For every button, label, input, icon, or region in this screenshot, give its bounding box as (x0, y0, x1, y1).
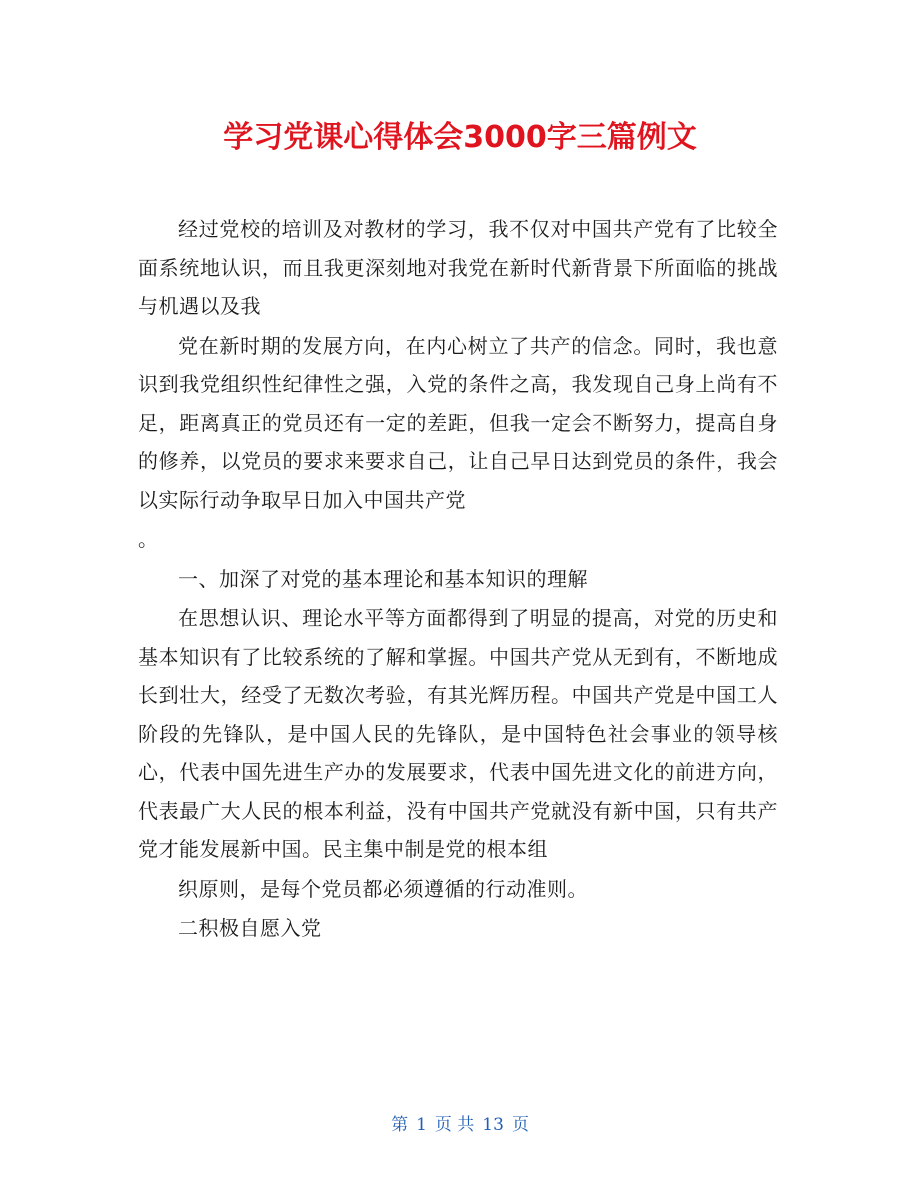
trailing-punctuation: 。 (138, 527, 159, 551)
document-body (138, 210, 778, 949)
footer-prefix: 第 (391, 1115, 409, 1135)
paragraph-2: 党在新时期的发展方向，在内心树立了共产的信念。同时，我也意识到我党组织性纪律性之强，入党的条件之高，我发现自己身上尚有不足，距离真正的党员还有一定的差距，但我一定会不断努力，提高自身的修养，以党员的要求来要求自己，让自己早日达到党员的条件，我会以实际行动争取早日加入中国共产党 (138, 333, 778, 512)
section-heading-2: 二积极自愿入党 (178, 916, 322, 940)
paragraph-3: 在思想认识、理论水平等方面都得到了明显的提高，对党的历史和基本知识有了比较系统的了解和掌握。中国共产党从无到有，不断地成长到壮大，经受了无数次考验，有其光辉历程。中国共产党是中国工人阶段的先锋队，是中国人民的先锋队，是中国特色社会事业的领导核心，代表中国先进生产办的发展要求，代表中国先进文化的前进方向，代表最广大人民的根本利益，没有中国共产党就没有新中国，只有共产党才能发展新中国。民主集中制是党的根本组 (138, 606, 778, 861)
section-heading-1: 一、加深了对党的基本理论和基本知识的理解 (178, 566, 588, 591)
document-title: 学习党课心得体会3000字三篇例文 (223, 120, 697, 155)
footer-page-number: 1 (416, 1115, 427, 1135)
paragraph-4: 织原则，是每个党员都必须遵循的行动准则。 (178, 876, 588, 901)
page-footer (0, 1113, 920, 1137)
footer-middle: 页 共 (434, 1115, 475, 1135)
footer-suffix: 页 (511, 1115, 529, 1135)
footer-total-pages: 13 (482, 1115, 504, 1135)
paragraph-1: 经过党校的培训及对教材的学习，我不仅对中国共产党有了比较全面系统地认识，而且我更深刻地对我党在新时代新背景下所面临的挑战与机遇以及我 (138, 217, 778, 318)
